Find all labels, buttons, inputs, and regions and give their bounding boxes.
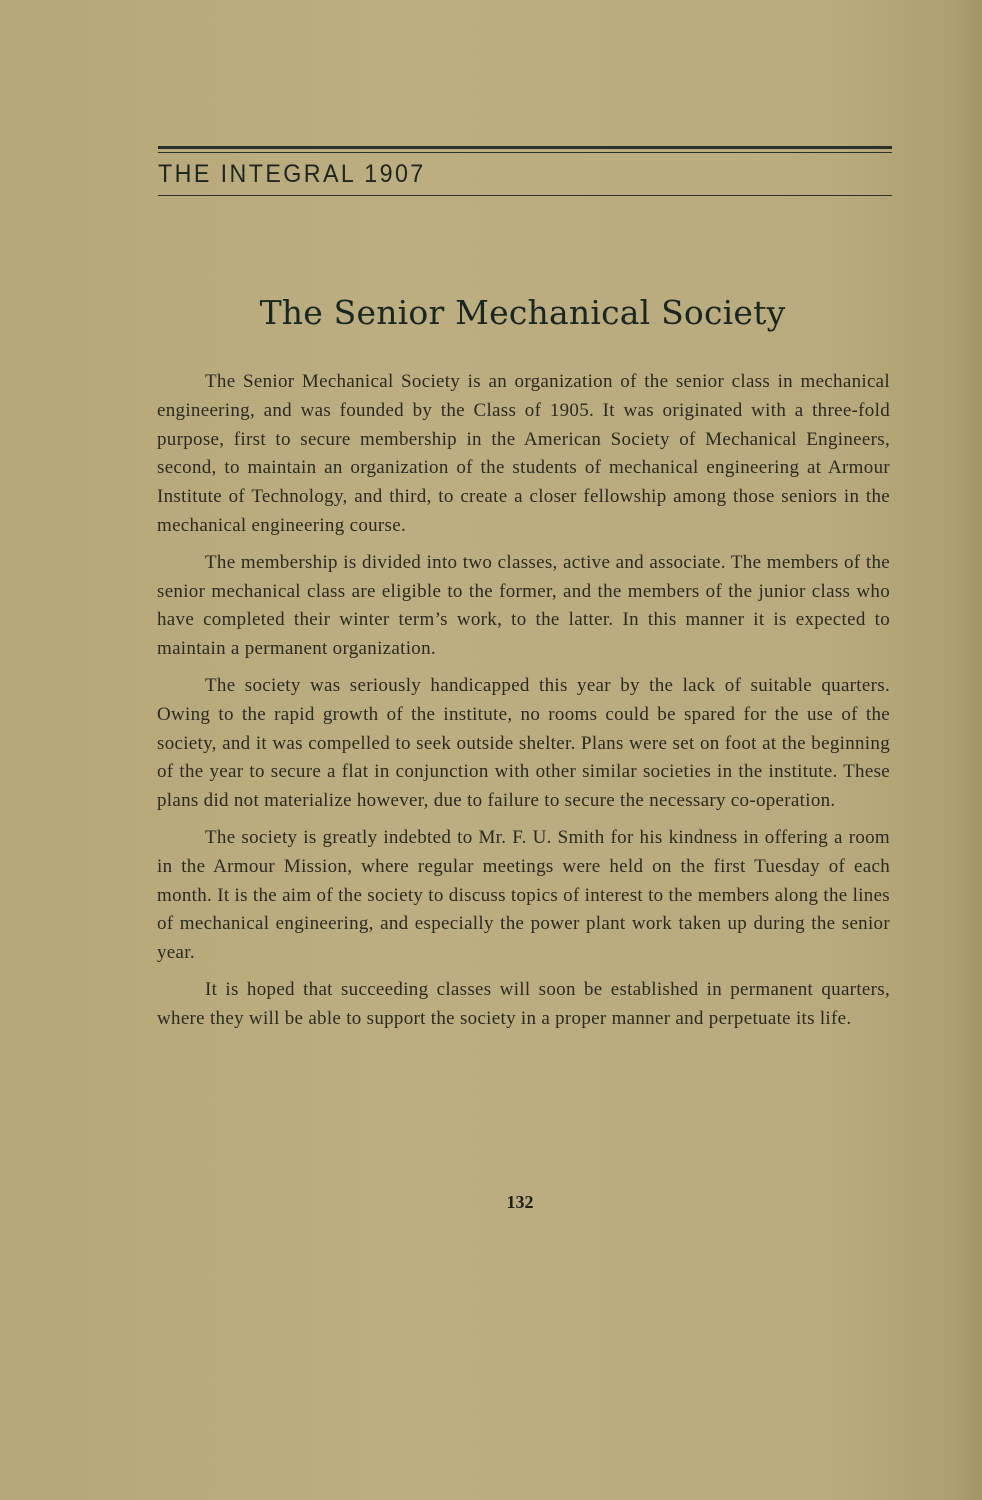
header-underline-rule	[158, 195, 892, 196]
header-double-rule-bottom	[158, 152, 892, 153]
paragraph: The Senior Mechanical Society is an organization of the senior class in mechanical engineering, and was founded by the Class of 1905. It was originated with a three-fold purpose, first to secure membership in the American Society of Mechanical Engineers, second, to maintain an organization of the students of mechanical engineering at Armour Institute of Technology, and third, to create a closer fellowship among those seniors in the mechanical engineering course.	[157, 371, 890, 536]
paragraph: The society is greatly indebted to Mr. F. U. Smith for his kindness in offering a room in the Armour Mission, where regular meetings were held on the first Tuesday of each month. It is the aim of the society to discuss topics of interest to the members along the lines of mechanical engineering, and especially the power plant work taken up during the senior year.	[157, 826, 890, 964]
article-title: The Senior Mechanical Society	[259, 293, 786, 332]
page-header	[158, 146, 892, 196]
running-head: THE INTEGRAL 1907	[158, 160, 426, 188]
paragraph: It is hoped that succeeding classes will soon be established in permanent quarters, where they will be able to support the society in a proper manner and perpetuate its life.	[157, 978, 890, 1029]
header-double-rule-top	[158, 146, 892, 149]
page-number: 132	[506, 1192, 534, 1212]
article-body	[157, 368, 890, 1042]
paragraph: The society was seriously handicapped this year by the lack of suitable quarters. Owing to the rapid growth of the institute, no rooms could be spared for the use of the society, and it was compelled to seek outside shelter. Plans were set on foot at the beginning of the year to secure a flat in conjunction with other similar societies in the institute. These plans did not materialize however, due to failure to secure the necessary co-operation.	[157, 674, 890, 812]
paragraph: The membership is divided into two classes, active and associate. The members of the senior mechanical class are eligible to the former, and the members of the junior class who have completed their winter term’s work, to the latter. In this manner it is expected to maintain a permanent organization.	[157, 551, 890, 660]
